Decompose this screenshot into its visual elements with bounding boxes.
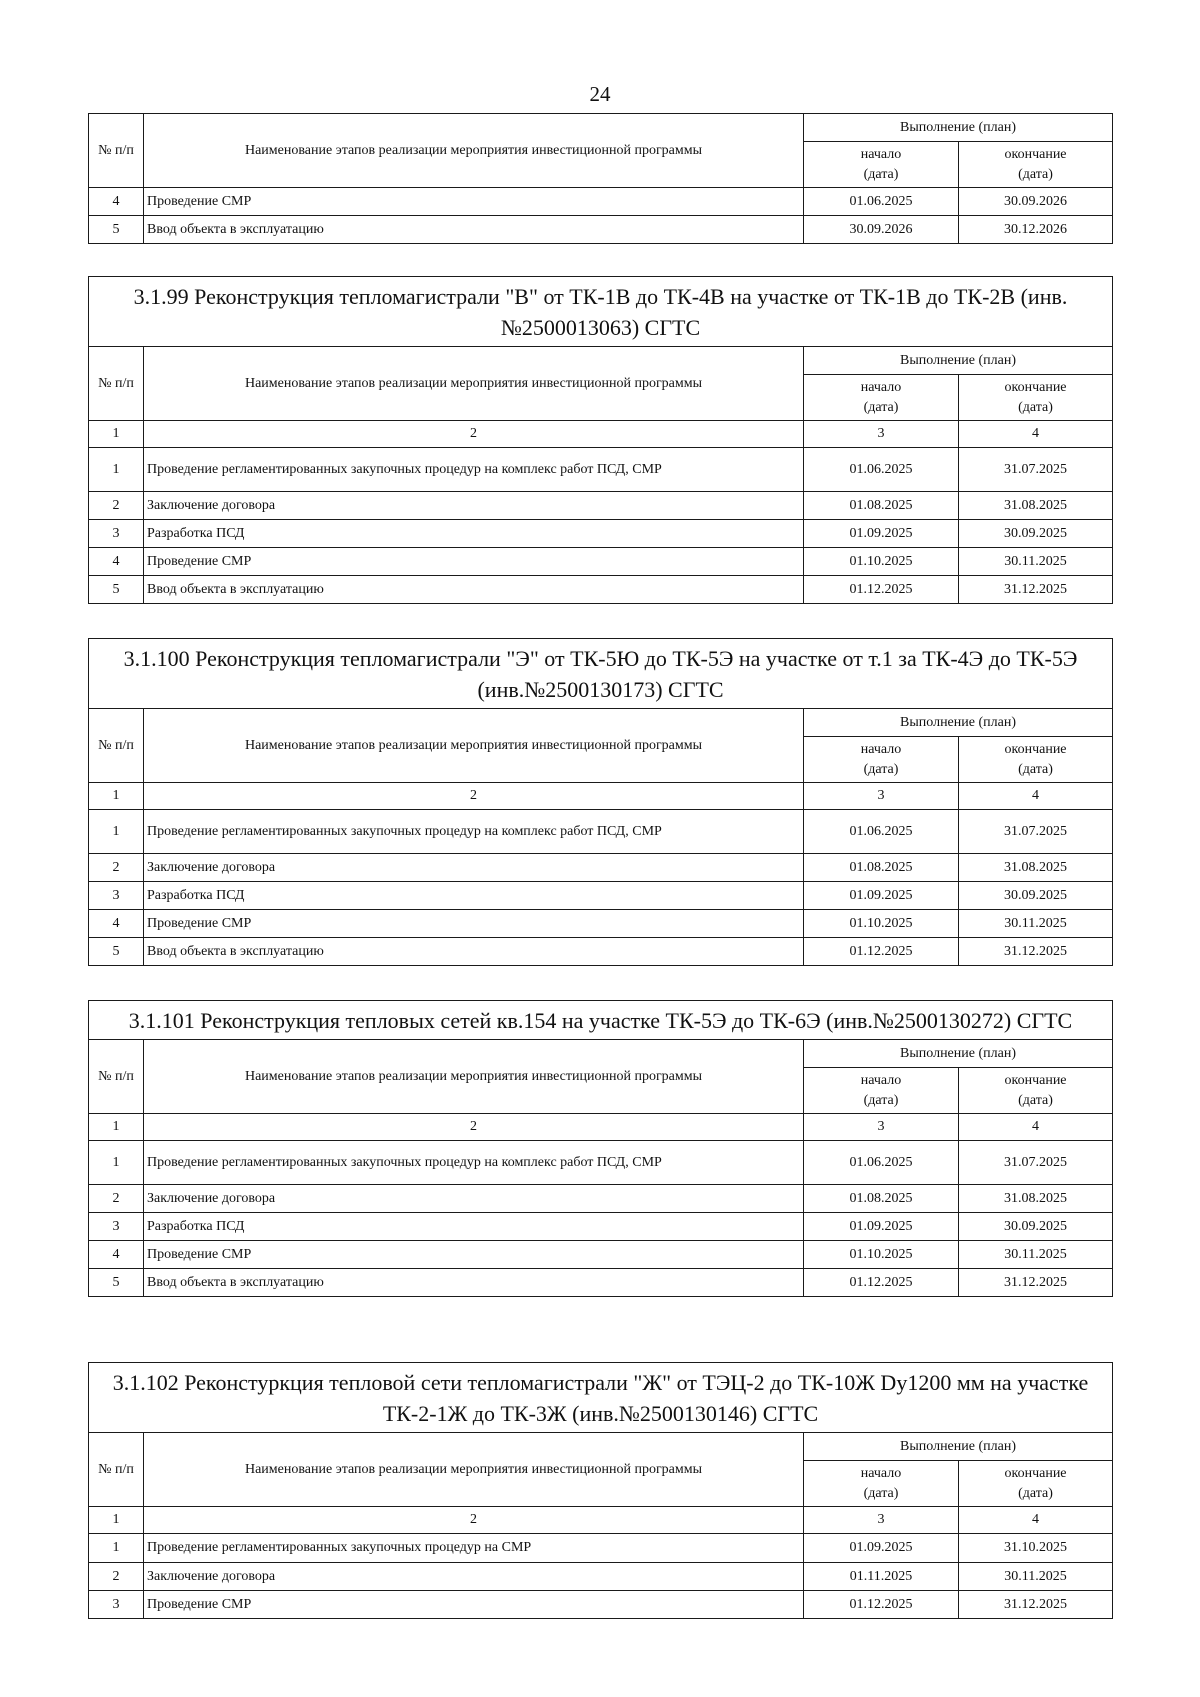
- table-row: [89, 810, 1113, 854]
- row-end: 30.09.2025: [959, 882, 1113, 910]
- row-start: 01.09.2025: [804, 520, 959, 548]
- section-title: 3.1.102 Реконстуркция тепловой сети тепломагистрали "Ж" от ТЭЦ-2 до ТК-10Ж Dy1200 мм на участке ТК-2-1Ж до ТК-3Ж (инв.№2500130146) СГТС: [89, 1363, 1113, 1433]
- row-end: 30.09.2026: [959, 188, 1113, 216]
- row-name: Заключение договора: [144, 1563, 804, 1591]
- row-num: 2: [89, 854, 144, 882]
- section-table: [88, 276, 1113, 604]
- row-end: 31.08.2025: [959, 1185, 1113, 1213]
- column-number: 3: [804, 421, 959, 448]
- row-num: 4: [89, 910, 144, 938]
- row-name: Заключение договора: [144, 1185, 804, 1213]
- row-end: 31.07.2025: [959, 1141, 1113, 1185]
- row-name: Проведение регламентированных закупочных процедур на комплекс работ ПСД, СМР: [144, 810, 804, 854]
- table-row: [89, 854, 1113, 882]
- row-name: Ввод объекта в эксплуатацию: [144, 576, 804, 604]
- section-3-1-102: [88, 1362, 1112, 1619]
- row-start: 01.06.2025: [804, 448, 959, 492]
- header-execution: Выполнение (план): [804, 1040, 1113, 1068]
- header-start: начало (дата): [804, 142, 959, 188]
- header-num: № п/п: [89, 1040, 144, 1114]
- column-numbers-row: [89, 421, 1113, 448]
- row-start: 01.06.2025: [804, 1141, 959, 1185]
- row-name: Разработка ПСД: [144, 520, 804, 548]
- row-num: 2: [89, 1185, 144, 1213]
- table-row: [89, 1185, 1113, 1213]
- header-end: окончание (дата): [959, 375, 1113, 421]
- header-stage-name: Наименование этапов реализации мероприятия инвестиционной программы: [144, 1040, 804, 1114]
- column-number: 2: [144, 1507, 804, 1534]
- table-row: [89, 910, 1113, 938]
- row-end: 30.09.2025: [959, 1213, 1113, 1241]
- section-table: [88, 1000, 1113, 1297]
- table-row: [89, 492, 1113, 520]
- row-name: Проведение СМР: [144, 188, 804, 216]
- row-name: Ввод объекта в эксплуатацию: [144, 1269, 804, 1297]
- column-number: 4: [959, 421, 1113, 448]
- header-num: № п/п: [89, 1433, 144, 1507]
- table-row: [89, 1241, 1113, 1269]
- row-end: 31.08.2025: [959, 854, 1113, 882]
- column-number: 2: [144, 783, 804, 810]
- row-start: 01.12.2025: [804, 1591, 959, 1619]
- table-row: [89, 1591, 1113, 1619]
- column-numbers-row: [89, 1507, 1113, 1534]
- continuation-table-block: [88, 113, 1112, 244]
- column-number: 2: [144, 421, 804, 448]
- header-stage-name: Наименование этапов реализации мероприятия инвестиционной программы: [144, 347, 804, 421]
- header-execution: Выполнение (план): [804, 1433, 1113, 1461]
- table-row: [89, 1269, 1113, 1297]
- row-start: 01.11.2025: [804, 1563, 959, 1591]
- row-num: 4: [89, 548, 144, 576]
- table-row: [89, 1534, 1113, 1563]
- row-start: 01.06.2025: [804, 188, 959, 216]
- column-number: 4: [959, 1507, 1113, 1534]
- section-title: 3.1.101 Реконструкция тепловых сетей кв.154 на участке ТК-5Э до ТК-6Э (инв.№2500130272) СГТС: [89, 1001, 1113, 1040]
- header-start: начало (дата): [804, 737, 959, 783]
- section-table: [88, 1362, 1113, 1619]
- row-start: 01.09.2025: [804, 1213, 959, 1241]
- row-end: 30.11.2025: [959, 548, 1113, 576]
- table-row: [89, 448, 1113, 492]
- section-table: [88, 638, 1113, 966]
- row-name: Ввод объекта в эксплуатацию: [144, 216, 804, 244]
- table-row: [89, 576, 1113, 604]
- header-end: окончание (дата): [959, 142, 1113, 188]
- header-start: начало (дата): [804, 375, 959, 421]
- row-end: 30.11.2025: [959, 910, 1113, 938]
- column-numbers-row: [89, 783, 1113, 810]
- header-end: окончание (дата): [959, 737, 1113, 783]
- row-num: 5: [89, 938, 144, 966]
- table-row: [89, 938, 1113, 966]
- row-start: 01.09.2025: [804, 882, 959, 910]
- table-row: [89, 520, 1113, 548]
- row-end: 30.09.2025: [959, 520, 1113, 548]
- section-3-1-100: [88, 638, 1112, 966]
- table-row: [89, 882, 1113, 910]
- row-num: 2: [89, 492, 144, 520]
- column-number: 1: [89, 1507, 144, 1534]
- header-execution: Выполнение (план): [804, 709, 1113, 737]
- row-end: 31.12.2025: [959, 1269, 1113, 1297]
- row-name: Заключение договора: [144, 854, 804, 882]
- header-start: начало (дата): [804, 1461, 959, 1507]
- column-number: 3: [804, 783, 959, 810]
- row-name: Проведение СМР: [144, 1591, 804, 1619]
- row-start: 01.06.2025: [804, 810, 959, 854]
- header-stage-name: Наименование этапов реализации мероприятия инвестиционной программы: [144, 1433, 804, 1507]
- header-stage-name: Наименование этапов реализации мероприятия инвестиционной программы: [144, 114, 804, 188]
- row-start: 01.10.2025: [804, 548, 959, 576]
- table-row: [89, 188, 1113, 216]
- row-end: 31.12.2025: [959, 938, 1113, 966]
- column-number: 3: [804, 1507, 959, 1534]
- row-num: 2: [89, 1563, 144, 1591]
- row-num: 1: [89, 1141, 144, 1185]
- column-number: 4: [959, 1114, 1113, 1141]
- header-num: № п/п: [89, 114, 144, 188]
- header-end: окончание (дата): [959, 1068, 1113, 1114]
- row-num: 4: [89, 188, 144, 216]
- column-number: 4: [959, 783, 1113, 810]
- column-number: 1: [89, 421, 144, 448]
- column-numbers-row: [89, 1114, 1113, 1141]
- row-num: 1: [89, 448, 144, 492]
- row-name: Проведение СМР: [144, 1241, 804, 1269]
- section-title: 3.1.100 Реконструкция тепломагистрали "Э" от ТК-5Ю до ТК-5Э на участке от т.1 за ТК-4Э до ТК-5Э (инв.№2500130173) СГТС: [89, 639, 1113, 709]
- row-start: 01.12.2025: [804, 1269, 959, 1297]
- row-start: 01.12.2025: [804, 576, 959, 604]
- continuation-table: [88, 113, 1113, 244]
- header-num: № п/п: [89, 347, 144, 421]
- row-end: 31.12.2025: [959, 576, 1113, 604]
- row-name: Проведение регламентированных закупочных процедур на СМР: [144, 1534, 804, 1563]
- row-name: Проведение СМР: [144, 910, 804, 938]
- header-num: № п/п: [89, 709, 144, 783]
- row-start: 01.10.2025: [804, 1241, 959, 1269]
- row-num: 3: [89, 1591, 144, 1619]
- row-name: Проведение регламентированных закупочных процедур на комплекс работ ПСД, СМР: [144, 448, 804, 492]
- column-number: 1: [89, 1114, 144, 1141]
- row-start: 01.08.2025: [804, 854, 959, 882]
- row-start: 01.09.2025: [804, 1534, 959, 1563]
- row-num: 1: [89, 1534, 144, 1563]
- table-row: [89, 1213, 1113, 1241]
- row-num: 5: [89, 216, 144, 244]
- page-number: 24: [589, 82, 611, 106]
- column-number: 1: [89, 783, 144, 810]
- table-row: [89, 548, 1113, 576]
- row-start: 01.08.2025: [804, 492, 959, 520]
- row-end: 30.11.2025: [959, 1241, 1113, 1269]
- section-title: 3.1.99 Реконструкция тепломагистрали "В" от ТК-1В до ТК-4В на участке от ТК-1В до ТК-2В (инв.№2500013063) СГТС: [89, 277, 1113, 347]
- row-name: Разработка ПСД: [144, 1213, 804, 1241]
- column-number: 2: [144, 1114, 804, 1141]
- row-end: 31.10.2025: [959, 1534, 1113, 1563]
- table-row: [89, 216, 1113, 244]
- row-name: Заключение договора: [144, 492, 804, 520]
- row-end: 31.07.2025: [959, 448, 1113, 492]
- column-number: 3: [804, 1114, 959, 1141]
- table-row: [89, 1563, 1113, 1591]
- row-num: 3: [89, 1213, 144, 1241]
- row-name: Ввод объекта в эксплуатацию: [144, 938, 804, 966]
- header-start: начало (дата): [804, 1068, 959, 1114]
- row-num: 4: [89, 1241, 144, 1269]
- header-stage-name: Наименование этапов реализации мероприятия инвестиционной программы: [144, 709, 804, 783]
- row-name: Проведение регламентированных закупочных процедур на комплекс работ ПСД, СМР: [144, 1141, 804, 1185]
- row-end: 30.11.2025: [959, 1563, 1113, 1591]
- row-end: 30.12.2026: [959, 216, 1113, 244]
- row-num: 1: [89, 810, 144, 854]
- section-3-1-101: [88, 1000, 1112, 1297]
- row-start: 01.10.2025: [804, 910, 959, 938]
- row-end: 31.07.2025: [959, 810, 1113, 854]
- row-num: 3: [89, 882, 144, 910]
- row-start: 01.12.2025: [804, 938, 959, 966]
- row-start: 30.09.2026: [804, 216, 959, 244]
- section-3-1-99: [88, 276, 1112, 604]
- header-end: окончание (дата): [959, 1461, 1113, 1507]
- row-name: Проведение СМР: [144, 548, 804, 576]
- row-num: 3: [89, 520, 144, 548]
- row-num: 5: [89, 1269, 144, 1297]
- row-start: 01.08.2025: [804, 1185, 959, 1213]
- row-end: 31.08.2025: [959, 492, 1113, 520]
- header-execution: Выполнение (план): [804, 347, 1113, 375]
- header-execution: Выполнение (план): [804, 114, 1113, 142]
- row-end: 31.12.2025: [959, 1591, 1113, 1619]
- row-name: Разработка ПСД: [144, 882, 804, 910]
- table-row: [89, 1141, 1113, 1185]
- row-num: 5: [89, 576, 144, 604]
